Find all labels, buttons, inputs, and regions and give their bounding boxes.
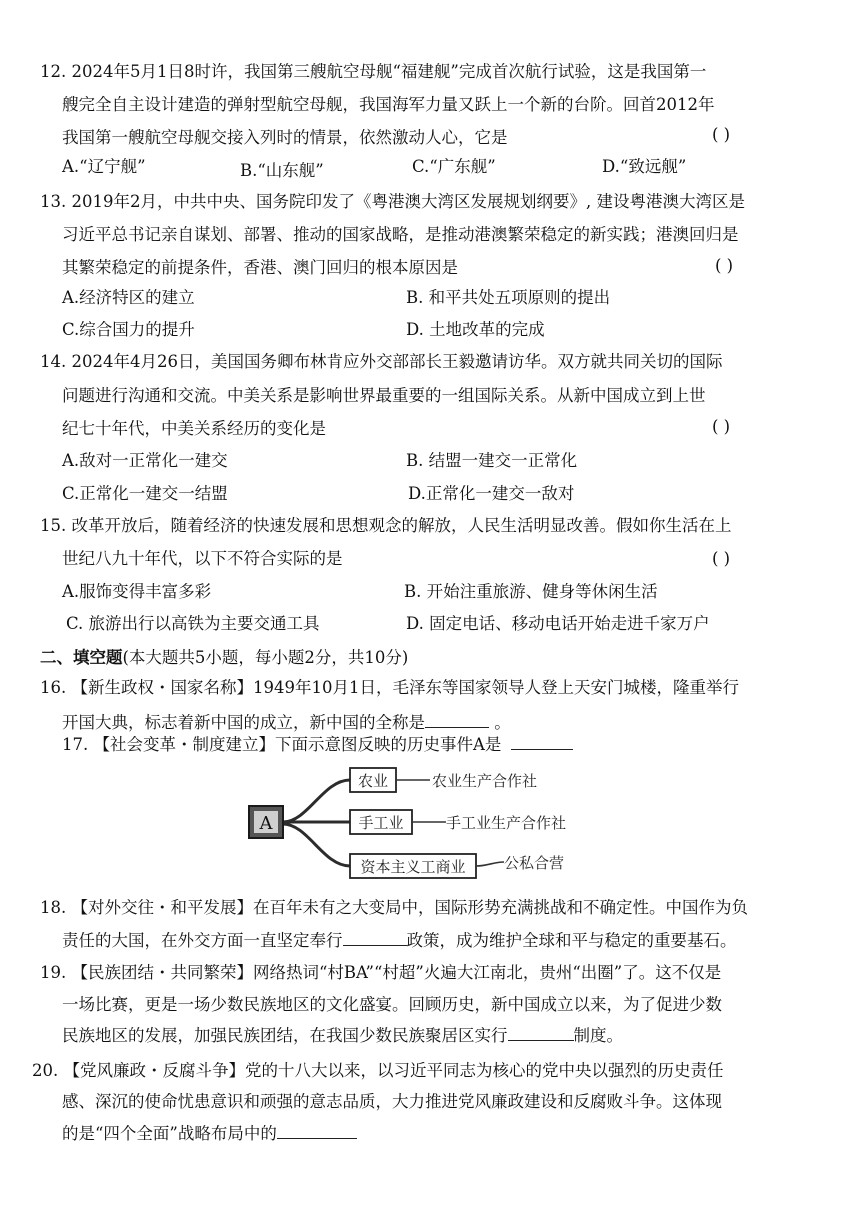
q12-line1: 12. 2024年5月1日8时许，我国第三艘航空母舰“福建舰”完成首次航行试验，这是我国第一 bbox=[40, 62, 707, 81]
branch-line-1 bbox=[283, 780, 350, 822]
section-note: (本大题共5小题，每小题2分，共10分) bbox=[122, 648, 409, 667]
q20-text: 的是“四个全面”战略布局中的 bbox=[62, 1124, 277, 1143]
q18-end: 政策，成为维护全球和平与稳定的重要基石。 bbox=[406, 931, 737, 950]
q17-text: 17. 【社会变革・制度建立】下面示意图反映的历史事件A是 bbox=[62, 735, 502, 754]
branch-line-3 bbox=[283, 824, 350, 866]
q20-line2: 感、深沉的使命忧患意识和顽强的意志品质，大力推进党风廉政建设和反腐败斗争。这体现 bbox=[62, 1092, 722, 1111]
q14-line1: 14. 2024年4月26日，美国国务卿布林肯应外交部部长王毅邀请访华。双方就共同关切的国际 bbox=[40, 352, 723, 371]
q16-text: 开国大典，标志着新中国的成立，新中国的全称是 bbox=[62, 713, 425, 732]
cooperation-diagram bbox=[238, 762, 578, 888]
q19-line1: 19. 【民族团结・共同繁荣】网络热词“村BA”“村超”火遍大江南北，贵州“出圈”了。这不仅是 bbox=[40, 963, 722, 982]
q13-line3: 其繁荣稳定的前提条件，香港、澳门回归的根本原因是 bbox=[62, 258, 458, 277]
q13-option-b: B. 和平共处五项原则的提出 bbox=[406, 288, 611, 307]
q13-option-c: C.综合国力的提升 bbox=[62, 320, 195, 339]
q17-line1 bbox=[62, 733, 573, 757]
branch-result-2: 手工业生产合作社 bbox=[446, 814, 567, 832]
q20-line3 bbox=[62, 1122, 357, 1146]
center-label: A bbox=[259, 813, 273, 834]
branch-box-3-label: 资本主义工商业 bbox=[360, 858, 466, 876]
q12-option-d: D.“致远舰” bbox=[602, 157, 687, 176]
q19-text: 民族地区的发展，加强民族团结，在我国少数民族聚居区实行 bbox=[62, 1026, 508, 1045]
q14-option-d: D.正常化一建交一敌对 bbox=[408, 484, 575, 503]
q16-line1: 16. 【新生政权・国家名称】1949年10月1日，毛泽东等国家领导人登上天安门城楼，隆重举行 bbox=[40, 678, 739, 697]
q18-text: 责任的大国，在外交方面一直坚定奉行 bbox=[62, 931, 343, 950]
branch-box-2-label: 手工业 bbox=[358, 814, 404, 832]
q16-line2 bbox=[62, 711, 511, 735]
q13-line2: 习近平总书记亲自谋划、部署、推动的国家战略，是推动港澳繁荣稳定的新实践；港澳回归是 bbox=[62, 225, 739, 244]
q15-option-b: B. 开始注重旅游、健身等休闲生活 bbox=[404, 582, 658, 601]
q12-line2: 艘完全自主设计建造的弹射型航空母舰，我国海军力量又跃上一个新的台阶。回首2012年 bbox=[62, 95, 715, 114]
q13-answer-paren: ( ) bbox=[715, 256, 734, 275]
q12-answer-paren: ( ) bbox=[712, 125, 731, 144]
q13-line1: 13. 2019年2月，中共中央、国务院印发了《粤港澳大湾区发展规划纲要》, 建设粤港澳大湾区是 bbox=[40, 192, 745, 211]
q20-line1: 20. 【党风廉政・反腐斗争】党的十八大以来，以习近平同志为核心的党中央以强烈的历史责任 bbox=[32, 1061, 724, 1080]
q12-option-a: A.“辽宁舰” bbox=[62, 157, 146, 176]
branch-result-1: 农业生产合作社 bbox=[432, 772, 538, 790]
q16-answer-blank[interactable] bbox=[425, 711, 489, 728]
q15-option-c: C. 旅游出行以高铁为主要交通工具 bbox=[66, 614, 320, 633]
branch-result-3: 公私合营 bbox=[504, 854, 565, 872]
q19-line3 bbox=[62, 1024, 623, 1048]
q19-answer-blank[interactable] bbox=[508, 1024, 574, 1041]
q19-end: 制度。 bbox=[573, 1026, 623, 1045]
q15-answer-paren: ( ) bbox=[712, 549, 731, 568]
q14-option-b: B. 结盟一建交一正常化 bbox=[406, 451, 578, 470]
section-heading bbox=[40, 646, 408, 670]
q14-answer-paren: ( ) bbox=[712, 417, 731, 436]
q18-line1: 18. 【对外交往・和平发展】在百年未有之大变局中，国际形势充满挑战和不确定性。中国作为负 bbox=[40, 898, 748, 917]
q18-answer-blank[interactable] bbox=[343, 929, 407, 946]
q14-option-c: C.正常化一建交一结盟 bbox=[62, 484, 228, 503]
q18-line2 bbox=[62, 929, 737, 953]
connector-3 bbox=[476, 862, 504, 866]
q19-line2: 一场比赛，更是一场少数民族地区的文化盛宴。回顾历史，新中国成立以来，为了促进少数 bbox=[62, 995, 722, 1014]
q17-answer-blank[interactable] bbox=[511, 733, 573, 750]
q14-line3: 纪七十年代，中美关系经历的变化是 bbox=[62, 419, 326, 438]
q15-line2: 世纪八九十年代，以下不符合实际的是 bbox=[62, 549, 343, 568]
q13-option-d: D. 土地改革的完成 bbox=[406, 320, 545, 339]
q12-option-b: B.“山东舰” bbox=[240, 161, 324, 180]
q16-end: 。 bbox=[489, 713, 511, 732]
q12-option-c: C.“广东舰” bbox=[412, 157, 496, 176]
branch-box-1-label: 农业 bbox=[357, 772, 389, 790]
q15-option-a: A.服饰变得丰富多彩 bbox=[62, 582, 212, 601]
section-title: 二、填空题 bbox=[40, 648, 123, 667]
q12-line3: 我国第一艘航空母舰交接入列时的情景，依然激动人心，它是 bbox=[62, 128, 508, 147]
q13-option-a: A.经济特区的建立 bbox=[62, 288, 195, 307]
q14-option-a: A.敌对一正常化一建交 bbox=[62, 451, 228, 470]
q15-option-d: D. 固定电话、移动电话开始走进千家万户 bbox=[406, 614, 710, 633]
q15-line1: 15. 改革开放后，随着经济的快速发展和思想观念的解放，人民生活明显改善。假如你生活在上 bbox=[40, 516, 732, 535]
q20-answer-blank[interactable] bbox=[277, 1122, 357, 1139]
q14-line2: 问题进行沟通和交流。中美关系是影响世界最重要的一组国际关系。从新中国成立到上世 bbox=[62, 386, 706, 405]
